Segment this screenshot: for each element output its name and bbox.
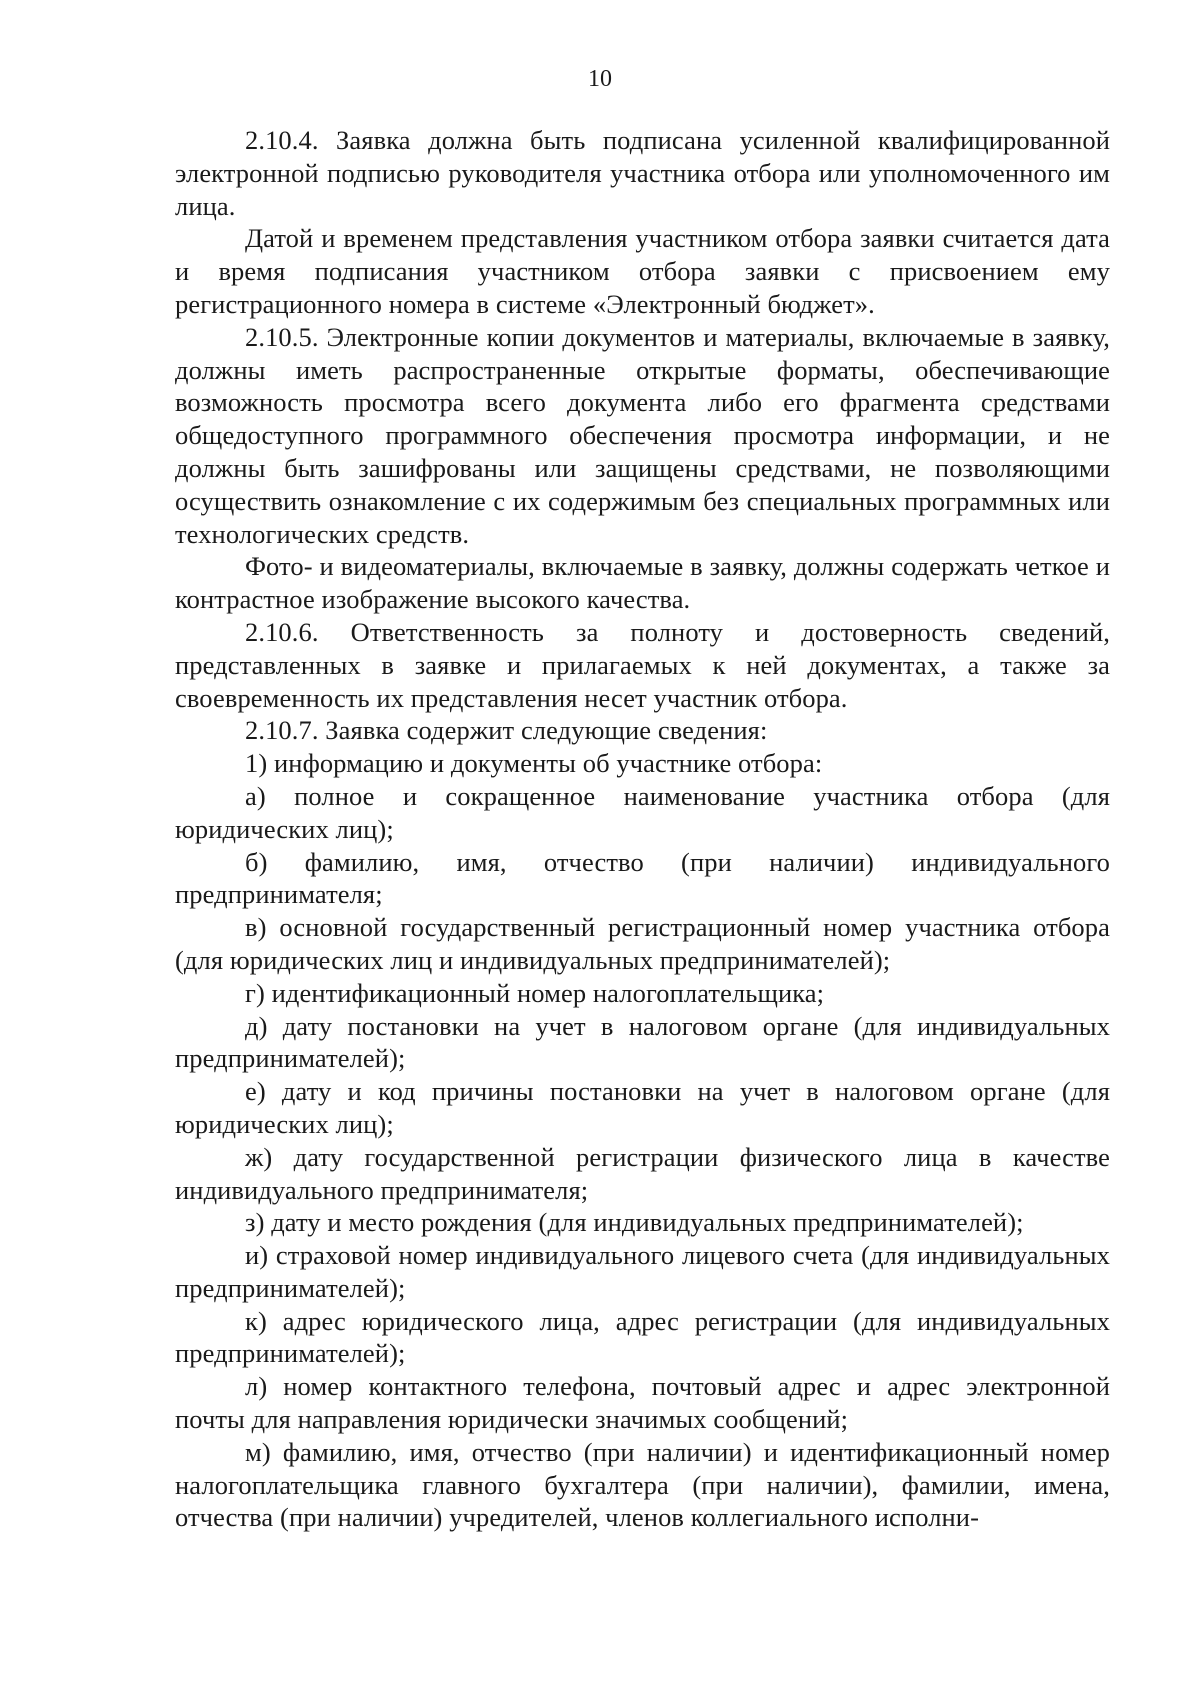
paragraph-photo-video: Фото- и видеоматериалы, включаемые в заявку, должны содержать четкое и контрастное изображение высокого качества. (175, 551, 1110, 615)
list-item-a: а) полное и сокращенное наименование участника отбора (для юридических лиц); (175, 780, 1110, 844)
list-item-d: д) дату постановки на учет в налоговом органе (для индивидуальных предпринимателей); (175, 1010, 1110, 1074)
paragraph-2-10-6: 2.10.6. Ответственность за полноту и достоверность сведений, представленных в заявке и прилагаемых к ней документах, а также за своевременность их представления несет участник отбора. (175, 616, 1110, 713)
paragraph-submission-date: Датой и временем представления участником отбора заявки считается дата и время подписания участником отбора заявки с присвоением ему регистрационного номера в системе «Электронный бюджет». (175, 223, 1110, 319)
paragraph-2-10-7: 2.10.7. Заявка содержит следующие сведения: (245, 715, 768, 746)
list-item-m: м) фамилию, имя, отчество (при наличии) и идентификационный номер налогоплательщика главного бухгалтера (при наличии), фамилии, имена, отчества (при наличии) учредителей, членов коллегиального исполни- (175, 1436, 1110, 1533)
list-item-1: 1) информацию и документы об участнике отбора: (245, 748, 823, 779)
list-item-e: е) дату и код причины постановки на учет в налоговом органе (для юридических лиц); (175, 1076, 1110, 1139)
list-item-z: з) дату и место рождения (для индивидуальных предпринимателей); (245, 1207, 1024, 1238)
list-item-i: и) страховой номер индивидуального лицевого счета (для индивидуальных предпринимателей); (175, 1240, 1110, 1303)
list-item-k: к) адрес юридического лица, адрес регистрации (для индивидуальных предпринимателей); (175, 1305, 1110, 1369)
paragraph-2-10-5: 2.10.5. Электронные копии документов и материалы, включаемые в заявку, должны иметь распространенные открытые форматы, обеспечивающие возможность просмотра всего документа либо его фрагмента средствами общедоступного программного обеспечения просмотра информации, и не должны быть зашифрованы или защищены средствами, не позволяющими осуществить ознакомление с их содержимым без специальных программных или технологических средств. (175, 321, 1110, 549)
list-item-l: л) номер контактного телефона, почтовый адрес и адрес электронной почты для направления юридически значимых сообщений; (175, 1371, 1110, 1435)
page-number: 10 (588, 66, 612, 92)
list-item-v: в) основной государственный регистрационный номер участника отбора (для юридических лиц и индивидуальных предпринимателей); (175, 912, 1110, 975)
document-body (175, 124, 1110, 1534)
list-item-zh: ж) дату государственной регистрации физического лица в качестве индивидуального предпринимателя; (175, 1141, 1110, 1205)
paragraph-2-10-4: 2.10.4. Заявка должна быть подписана усиленной квалифицированной электронной подписью руководителя участника отбора или уполномоченного им лица. (175, 125, 1110, 221)
list-item-b: б) фамилию, имя, отчество (при наличии) индивидуального предпринимателя; (175, 846, 1110, 910)
list-item-g: г) идентификационный номер налогоплательщика; (245, 977, 825, 1008)
